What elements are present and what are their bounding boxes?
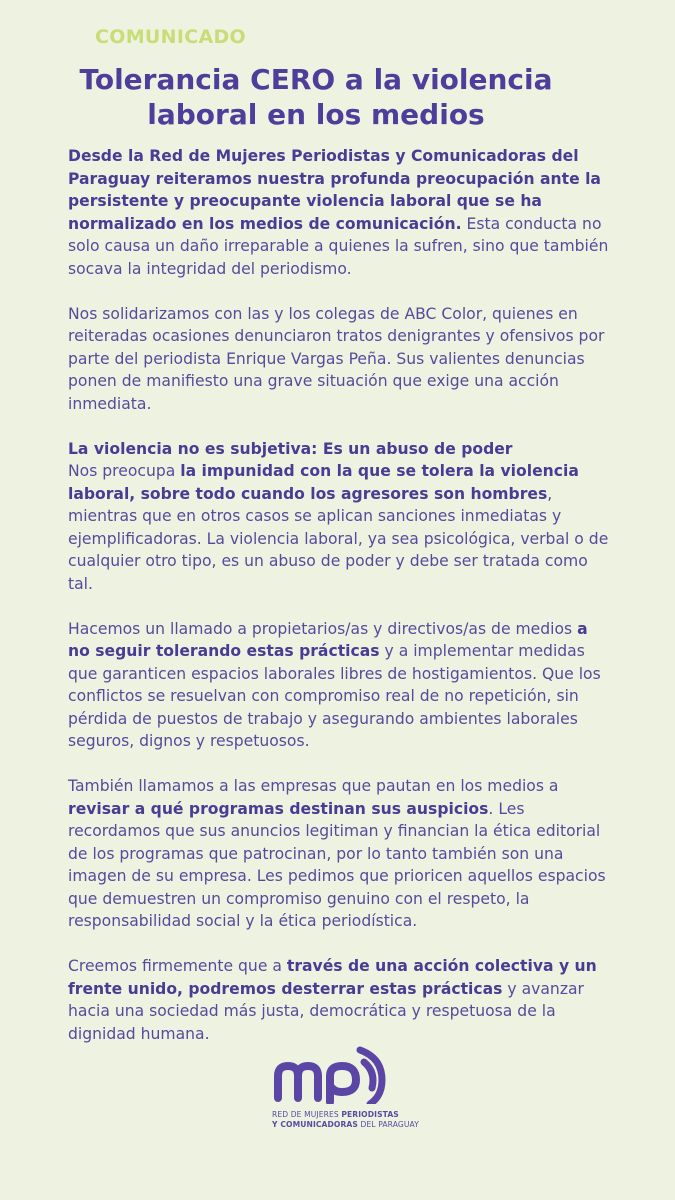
p5-text-2: . Les recordamos que sus anuncios legitiman y financian la ética editorial de los programas que patrocinan, por lo tanto también son una imagen de su empresa. Les pedimos que prioricen aquellos espacios que demuestren un compromiso genuino con el respeto, la responsabilidad social y la ética periodística. <box>68 799 606 930</box>
p4-text-2: y a implementar medidas que garanticen espacios laborales libres de hostigamientos. Que los conflictos se resuelvan con compromiso real de no repetición, sin pérdida de puestos de trabajo y asegurando ambientes laborales seguros, dignos y respetuosos. <box>68 642 601 750</box>
p1-bold: Desde la Red de Mujeres Periodistas y Comunicadoras del Paraguay reiteramos nuestra profunda preocupación ante la persistente y preocupante violencia laboral que se ha normalizado en los medios de comunicación. <box>68 147 601 233</box>
logo-caption <box>272 1110 442 1130</box>
document-label: COMUNICADO <box>95 26 246 48</box>
logo-line2-b: DEL PARAGUAY <box>357 1120 419 1129</box>
p6-text-1: Creemos firmemente que a <box>68 957 287 975</box>
p3-heading: La violencia no es subjetiva: Es un abuso de poder <box>68 439 513 458</box>
logo-line2-a: Y COMUNICADORAS <box>272 1120 358 1129</box>
p4-text-1: Hacemos un llamado a propietarios/as y directivos/as de medios <box>68 619 578 638</box>
paragraph-2 <box>68 303 613 416</box>
logo-line1-b: PERIODISTAS <box>341 1110 399 1119</box>
p6-text-2: y avanzar hacia una sociedad más justa, democrática y respetuosa de la dignidad humana. <box>68 979 584 1043</box>
p5-text-1: También llamamos a las empresas que pautan en los medios a <box>68 777 559 795</box>
p3-bold: la impunidad con la que se tolera la violencia laboral, sobre todo cuando los agresores son hombres <box>68 462 579 503</box>
title-line-2: laboral en los medios <box>147 98 485 131</box>
organization-logo <box>272 1044 442 1130</box>
p6-bold: través de una acción colectiva y un frente unido, podremos desterrar estas prácticas <box>68 957 597 998</box>
paragraph-5 <box>68 775 613 933</box>
p2-text: Nos solidarizamos con las y los colegas de ABC Color, quienes en reiteradas ocasiones denunciaron tratos denigrantes y ofensivos por parte del periodista Enrique Vargas Peña. Sus valientes denuncias ponen de manifiesto una grave situación que exige una acción inmediata. <box>68 304 605 413</box>
p3-text-2: , mientras que en otros casos se aplican sanciones inmediatas y ejemplificadoras. La violencia laboral, ya sea psicológica, verbal o de cualquier otro tipo, es un abuso de poder y debe ser tratada como tal. <box>68 484 609 593</box>
p4-bold: a no seguir tolerando estas prácticas <box>68 619 588 660</box>
p5-bold: revisar a qué programas destinan sus auspicios <box>68 799 489 818</box>
logo-caption-line-1 <box>272 1110 442 1120</box>
mp-logo-icon <box>272 1044 388 1104</box>
logo-line1-a: RED DE MUJERES <box>272 1110 342 1119</box>
p1-text: Esta conducta no solo causa un daño irreparable a quienes la sufren, sino que también socava la integridad del periodismo. <box>68 214 609 278</box>
paragraph-1 <box>68 145 613 280</box>
title-line-1: Tolerancia CERO a la violencia <box>79 63 553 96</box>
statement-body <box>68 145 613 1068</box>
logo-caption-line-2 <box>272 1120 442 1130</box>
document-title <box>0 62 632 132</box>
paragraph-4 <box>68 618 613 753</box>
p3-text-1: Nos preocupa <box>68 462 181 480</box>
paragraph-3 <box>68 438 613 596</box>
paragraph-6 <box>68 955 613 1045</box>
